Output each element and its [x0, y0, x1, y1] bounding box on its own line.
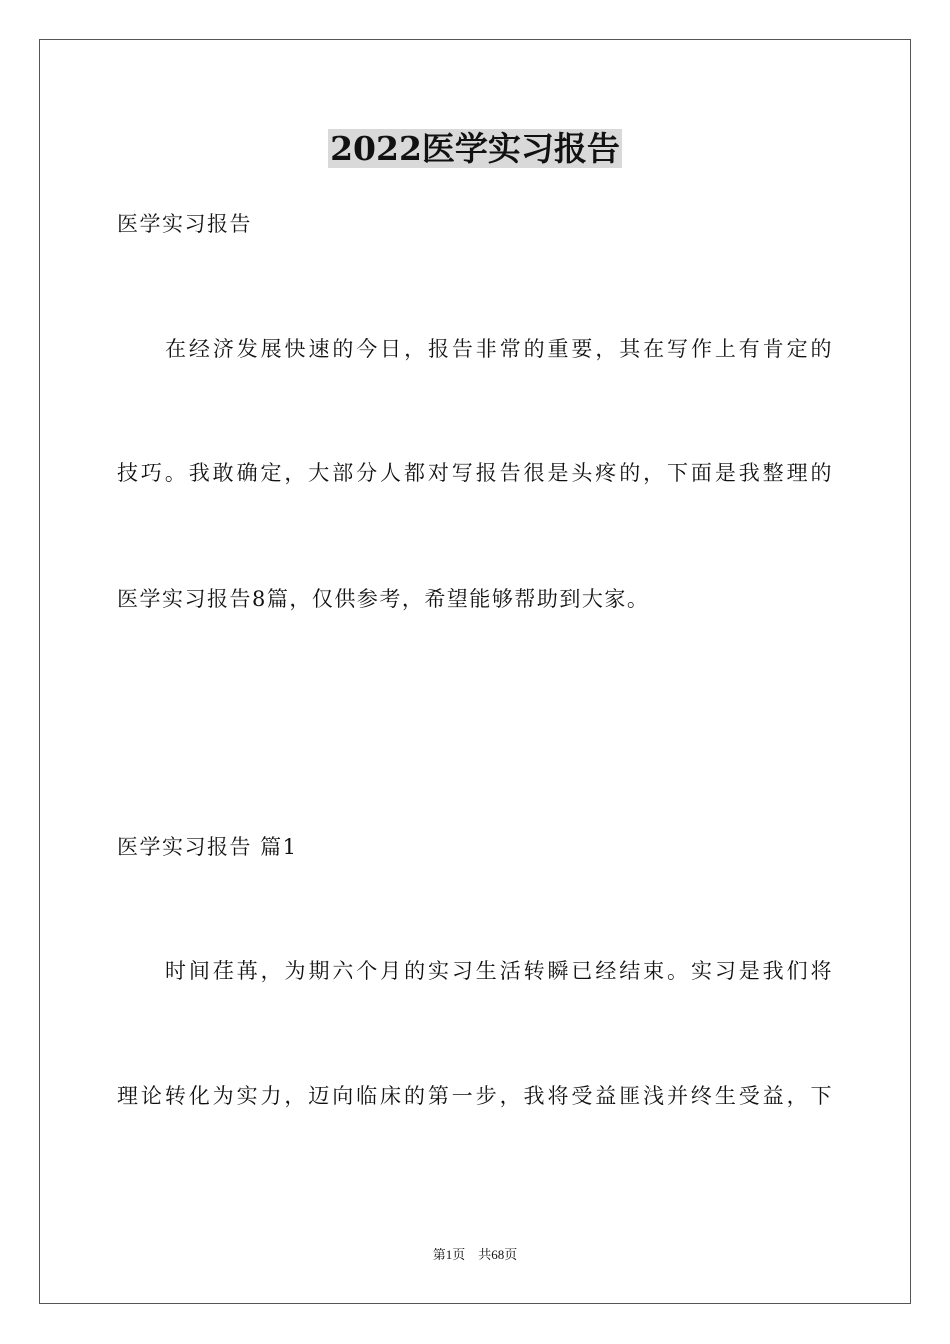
section-line-1: 时间荏苒，为期六个月的实习生活转瞬已经结束。实习是我们将	[165, 959, 833, 983]
intro-line-2: 技巧。我敢确定，大部分人都对写报告很是头疼的，下面是我整理的	[117, 461, 833, 485]
document-title	[0, 128, 950, 170]
intro-line-1: 在经济发展快速的今日，报告非常的重要，其在写作上有肯定的	[165, 337, 833, 361]
page-number-footer: 第1页 共68页	[432, 1247, 518, 1262]
section-line-2: 理论转化为实力，迈向临床的第一步，我将受益匪浅并终生受益，下	[117, 1084, 833, 1108]
section-heading: 医学实习报告 篇1	[117, 835, 298, 859]
document-title-text: 2022医学实习报告	[330, 129, 620, 168]
intro-line-3: 医学实习报告8篇，仅供参考，希望能够帮助到大家。	[117, 587, 650, 611]
document-subtitle: 医学实习报告	[117, 212, 252, 236]
